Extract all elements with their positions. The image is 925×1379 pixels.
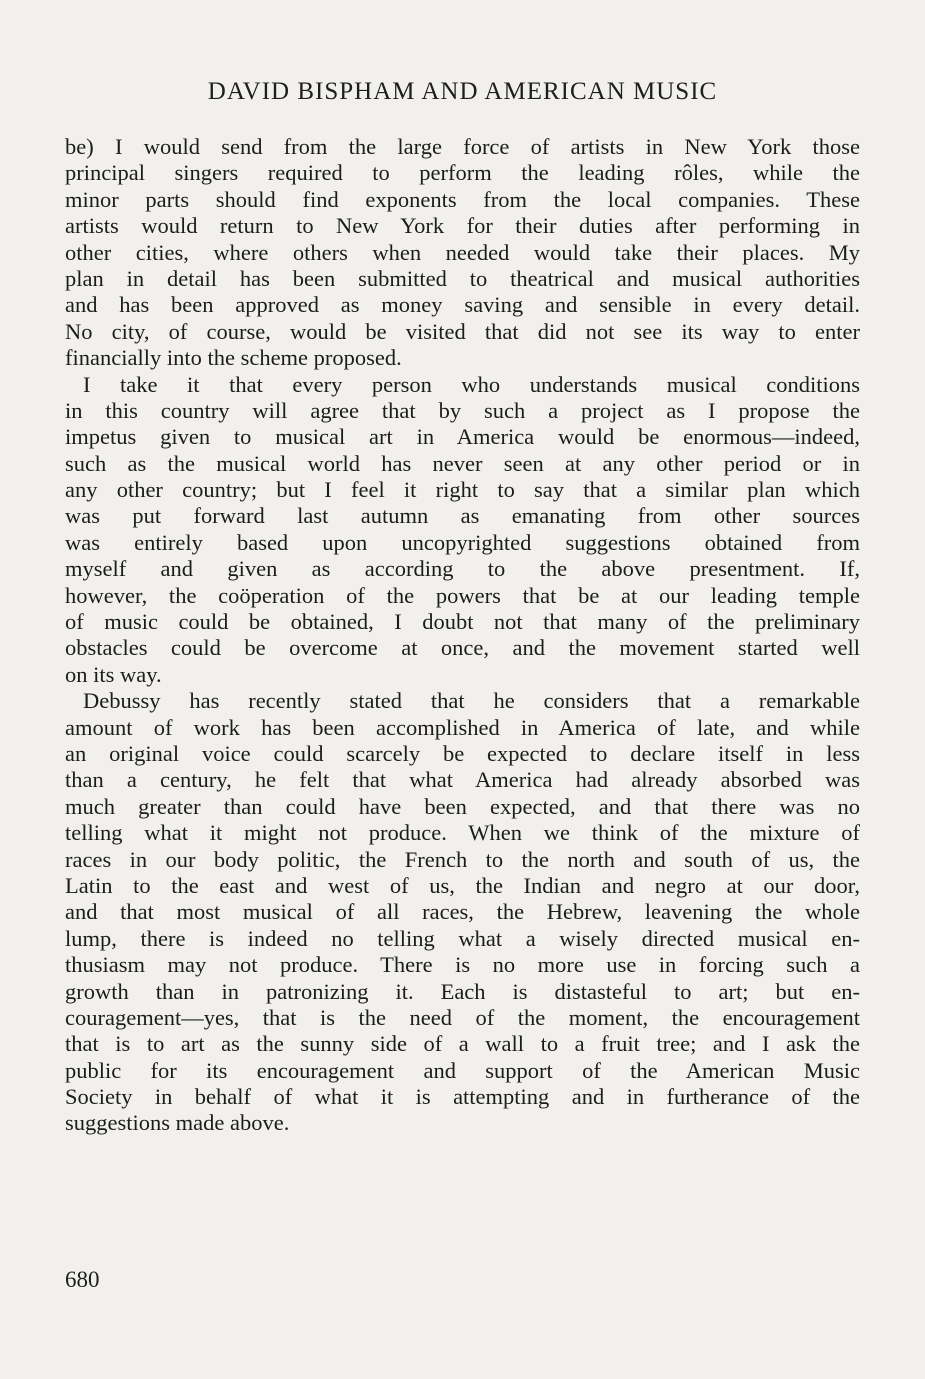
text-line: such as the musical world has never seen at any other period or in <box>65 450 860 476</box>
text-line: lump, there is indeed no telling what a wisely directed musical en- <box>65 925 860 951</box>
text-line: in this country will agree that by such a project as I propose the <box>65 397 860 423</box>
text-line: Debussy has recently stated that he considers that a remarkable <box>83 688 860 714</box>
text-line: financially into the scheme proposed. <box>65 345 402 371</box>
text-line: and that most musical of all races, the Hebrew, leavening the whole <box>65 899 860 925</box>
text-line: minor parts should find exponents from the local companies. These <box>65 186 860 212</box>
text-line: plan in detail has been submitted to theatrical and musical authorities <box>65 265 860 291</box>
text-line: public for its encouragement and support of the American Music <box>65 1057 860 1083</box>
text-line: Latin to the east and west of us, the Indian and negro at our door, <box>65 872 860 898</box>
text-line: of music could be obtained, I doubt not that many of the preliminary <box>65 609 860 635</box>
text-line: however, the coöperation of the powers that be at our leading temple <box>65 582 860 608</box>
text-line: growth than in patronizing it. Each is distasteful to art; but en- <box>65 978 860 1004</box>
text-line: myself and given as according to the above presentment. If, <box>65 556 860 582</box>
text-line: races in our body politic, the French to the north and south of us, the <box>65 846 860 872</box>
text-line: No city, of course, would be visited that did not see its way to enter <box>65 318 860 344</box>
paragraph-3 <box>65 688 860 1137</box>
text-line: was put forward last autumn as emanating from other sources <box>65 503 860 529</box>
text-line: telling what it might not produce. When we think of the mixture of <box>65 820 860 846</box>
text-line: obstacles could be overcome at once, and the movement started well <box>65 635 860 661</box>
text-line: artists would return to New York for their duties after performing in <box>65 213 860 239</box>
paragraph-2 <box>65 372 860 689</box>
text-line: much greater than could have been expected, and that there was no <box>65 793 860 819</box>
text-line: and has been approved as money saving and sensible in every detail. <box>65 292 860 318</box>
text-line: impetus given to musical art in America would be enormous—indeed, <box>65 424 860 450</box>
text-line: was entirely based upon uncopyrighted suggestions obtained from <box>65 529 860 555</box>
text-line: that is to art as the sunny side of a wall to a fruit tree; and I ask the <box>65 1031 860 1057</box>
page-number: 680 <box>65 1267 100 1292</box>
text-line: principal singers required to perform the leading rôles, while the <box>65 160 860 186</box>
text-line: Society in behalf of what it is attempting and in furtherance of the <box>65 1084 860 1110</box>
text-line: on its way. <box>65 661 162 687</box>
text-line: I take it that every person who understands musical conditions <box>83 371 860 397</box>
text-line: amount of work has been accomplished in America of late, and while <box>65 714 860 740</box>
text-line: suggestions made above. <box>65 1110 290 1136</box>
text-line: than a century, he felt that what America had already absorbed was <box>65 767 860 793</box>
body-text <box>65 134 860 1137</box>
text-line: an original voice could scarcely be expected to declare itself in less <box>65 740 860 766</box>
text-line: other cities, where others when needed would take their places. My <box>65 239 860 265</box>
text-line: couragement—yes, that is the need of the moment, the encouragement <box>65 1004 860 1030</box>
text-line: be) I would send from the large force of artists in New York those <box>65 134 860 159</box>
text-line: thusiasm may not produce. There is no more use in forcing such a <box>65 952 860 978</box>
text-line: any other country; but I feel it right to say that a similar plan which <box>65 477 860 503</box>
paragraph-1 <box>65 134 860 372</box>
running-head: DAVID BISPHAM AND AMERICAN MUSIC <box>207 78 718 105</box>
